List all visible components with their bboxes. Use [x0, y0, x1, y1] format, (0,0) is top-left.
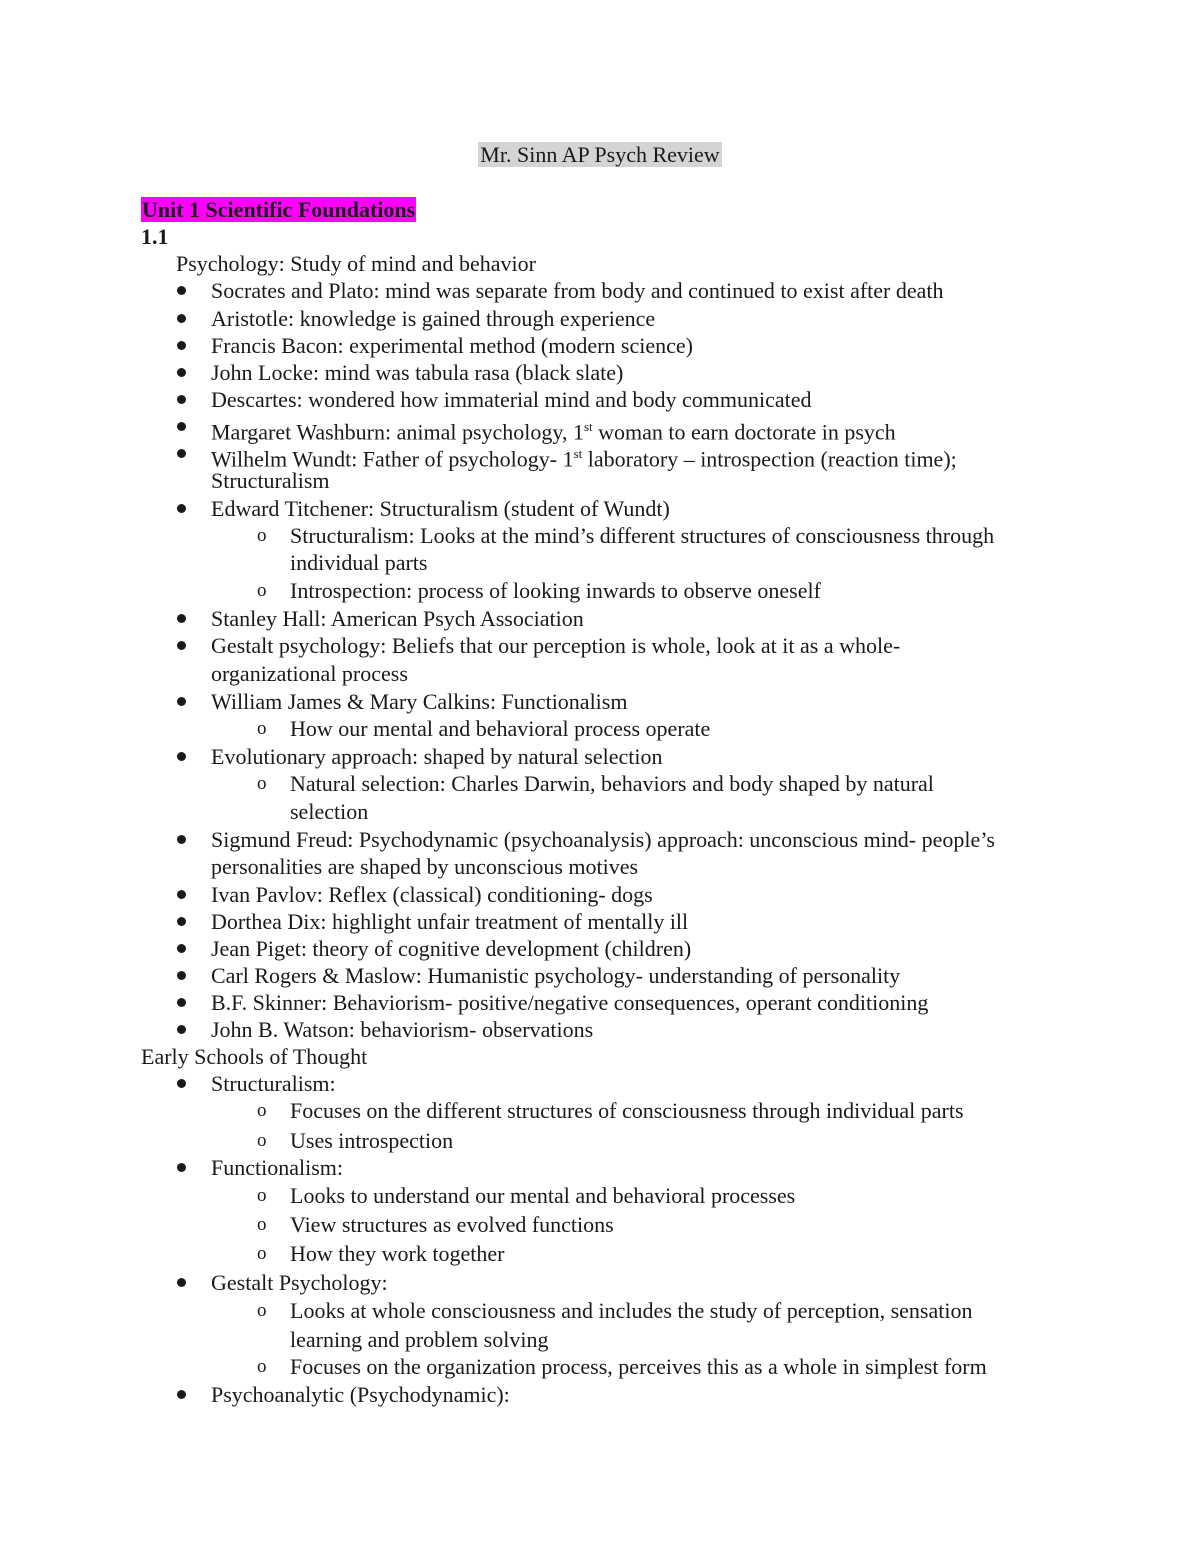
bullet-icon — [177, 752, 186, 761]
sub-bullet-icon: o — [257, 1214, 267, 1235]
list-item: Looks to understand our mental and behavioral processes — [290, 1183, 796, 1208]
sub-bullet-icon: o — [257, 1243, 267, 1264]
bullet-icon — [177, 835, 186, 844]
list-item: Descartes: wondered how immaterial mind and body communicated — [211, 387, 812, 412]
list-item: Gestalt psychology: Beliefs that our perception is whole, look at it as a whole- — [211, 633, 901, 658]
bullet-icon — [177, 395, 186, 404]
list-item: Edward Titchener: Structuralism (student of Wundt) — [211, 496, 670, 521]
list-item: Aristotle: knowledge is gained through experience — [211, 306, 656, 331]
unit-heading — [141, 196, 416, 224]
list-item: Dorthea Dix: highlight unfair treatment of mentally ill — [211, 909, 689, 934]
list-item: View structures as evolved functions — [290, 1212, 614, 1237]
list-item: personalities are shaped by unconscious motives — [211, 854, 639, 879]
bullet-icon — [177, 314, 186, 323]
bullet-icon — [177, 1163, 186, 1172]
sub-bullet-icon: o — [257, 1356, 267, 1377]
list-item: How our mental and behavioral process operate — [290, 716, 711, 741]
sub-bullet-icon: o — [257, 580, 267, 601]
list-item: individual parts — [290, 550, 428, 575]
list-item: William James & Mary Calkins: Functionalism — [211, 689, 628, 714]
list-item: Focuses on the organization process, perceives this as a whole in simplest form — [290, 1354, 987, 1379]
bullet-icon — [177, 614, 186, 623]
list-item: Structuralism — [211, 468, 330, 493]
list-item: Psychoanalytic (Psychodynamic): — [211, 1382, 510, 1407]
list-item: organizational process — [211, 661, 408, 686]
bullet-icon — [177, 286, 186, 295]
list-item: Sigmund Freud: Psychodynamic (psychoanalysis) approach: unconscious mind- people’s — [211, 827, 995, 852]
list-item: Evolutionary approach: shaped by natural selection — [211, 744, 663, 769]
title-text: Mr. Sinn AP Psych Review — [480, 142, 720, 167]
list-item: Introspection: process of looking inwards to observe oneself — [290, 578, 821, 603]
list-item: B.F. Skinner: Behaviorism- positive/negative consequences, operant conditioning — [211, 990, 929, 1015]
document-title — [0, 141, 1200, 169]
sub-bullet-icon: o — [257, 773, 267, 794]
list-item: Focuses on the different structures of consciousness through individual parts — [290, 1098, 964, 1123]
sub-bullet-icon: o — [257, 1130, 267, 1151]
unit-heading-text: Unit 1 Scientific Foundations — [142, 197, 416, 222]
sub-bullet-icon: o — [257, 718, 267, 739]
list-item: Stanley Hall: American Psych Association — [211, 606, 584, 631]
bullet-icon — [177, 1390, 186, 1399]
sub-bullet-icon: o — [257, 1185, 267, 1206]
sub-bullet-icon: o — [257, 525, 267, 546]
list-item: John B. Watson: behaviorism- observations — [211, 1017, 594, 1042]
bullet-icon — [177, 341, 186, 350]
list-item: Structuralism: — [211, 1071, 336, 1096]
bullet-icon — [177, 422, 186, 431]
section-number: 1.1 — [141, 224, 169, 249]
intro-line: Psychology: Study of mind and behavior — [176, 251, 536, 276]
sub-bullet-icon: o — [257, 1300, 267, 1321]
bullet-icon — [177, 917, 186, 926]
bullet-icon — [177, 944, 186, 953]
list-item: Gestalt Psychology: — [211, 1270, 388, 1295]
list-item: Socrates and Plato: mind was separate from body and continued to exist after death — [211, 278, 944, 303]
list-item: How they work together — [290, 1241, 505, 1266]
list-item: Functionalism: — [211, 1155, 343, 1180]
list-item: selection — [290, 799, 369, 824]
bullet-icon — [177, 890, 186, 899]
list-item: John Locke: mind was tabula rasa (black slate) — [211, 360, 624, 385]
list-item: Carl Rogers & Maslow: Humanistic psychology- understanding of personality — [211, 963, 901, 988]
list-item: Ivan Pavlov: Reflex (classical) conditioning- dogs — [211, 882, 653, 907]
list-item: Structuralism: Looks at the mind’s different structures of consciousness through — [290, 523, 995, 548]
bullet-icon — [177, 1278, 186, 1287]
list-item: Uses introspection — [290, 1128, 454, 1153]
list-item: Margaret Washburn: animal psychology, 1st woman to earn doctorate in psych — [211, 419, 896, 445]
list-item: Jean Piget: theory of cognitive development (children) — [211, 936, 692, 961]
list-item: Francis Bacon: experimental method (modern science) — [211, 333, 693, 358]
list-item: Wilhelm Wundt: Father of psychology- 1st laboratory – introspection (reaction time); — [211, 446, 957, 472]
list-item: Early Schools of Thought — [141, 1044, 368, 1069]
bullet-icon — [177, 504, 186, 513]
bullet-icon — [177, 449, 186, 458]
bullet-icon — [177, 641, 186, 650]
bullet-icon — [177, 998, 186, 1007]
list-item: Natural selection: Charles Darwin, behaviors and body shaped by natural — [290, 771, 934, 796]
sub-bullet-icon: o — [257, 1100, 267, 1121]
list-item: Looks at whole consciousness and includes the study of perception, sensation — [290, 1298, 973, 1323]
bullet-icon — [177, 1025, 186, 1034]
bullet-icon — [177, 697, 186, 706]
bullet-icon — [177, 1079, 186, 1088]
list-item: learning and problem solving — [290, 1327, 549, 1352]
bullet-icon — [177, 368, 186, 377]
bullet-icon — [177, 971, 186, 980]
